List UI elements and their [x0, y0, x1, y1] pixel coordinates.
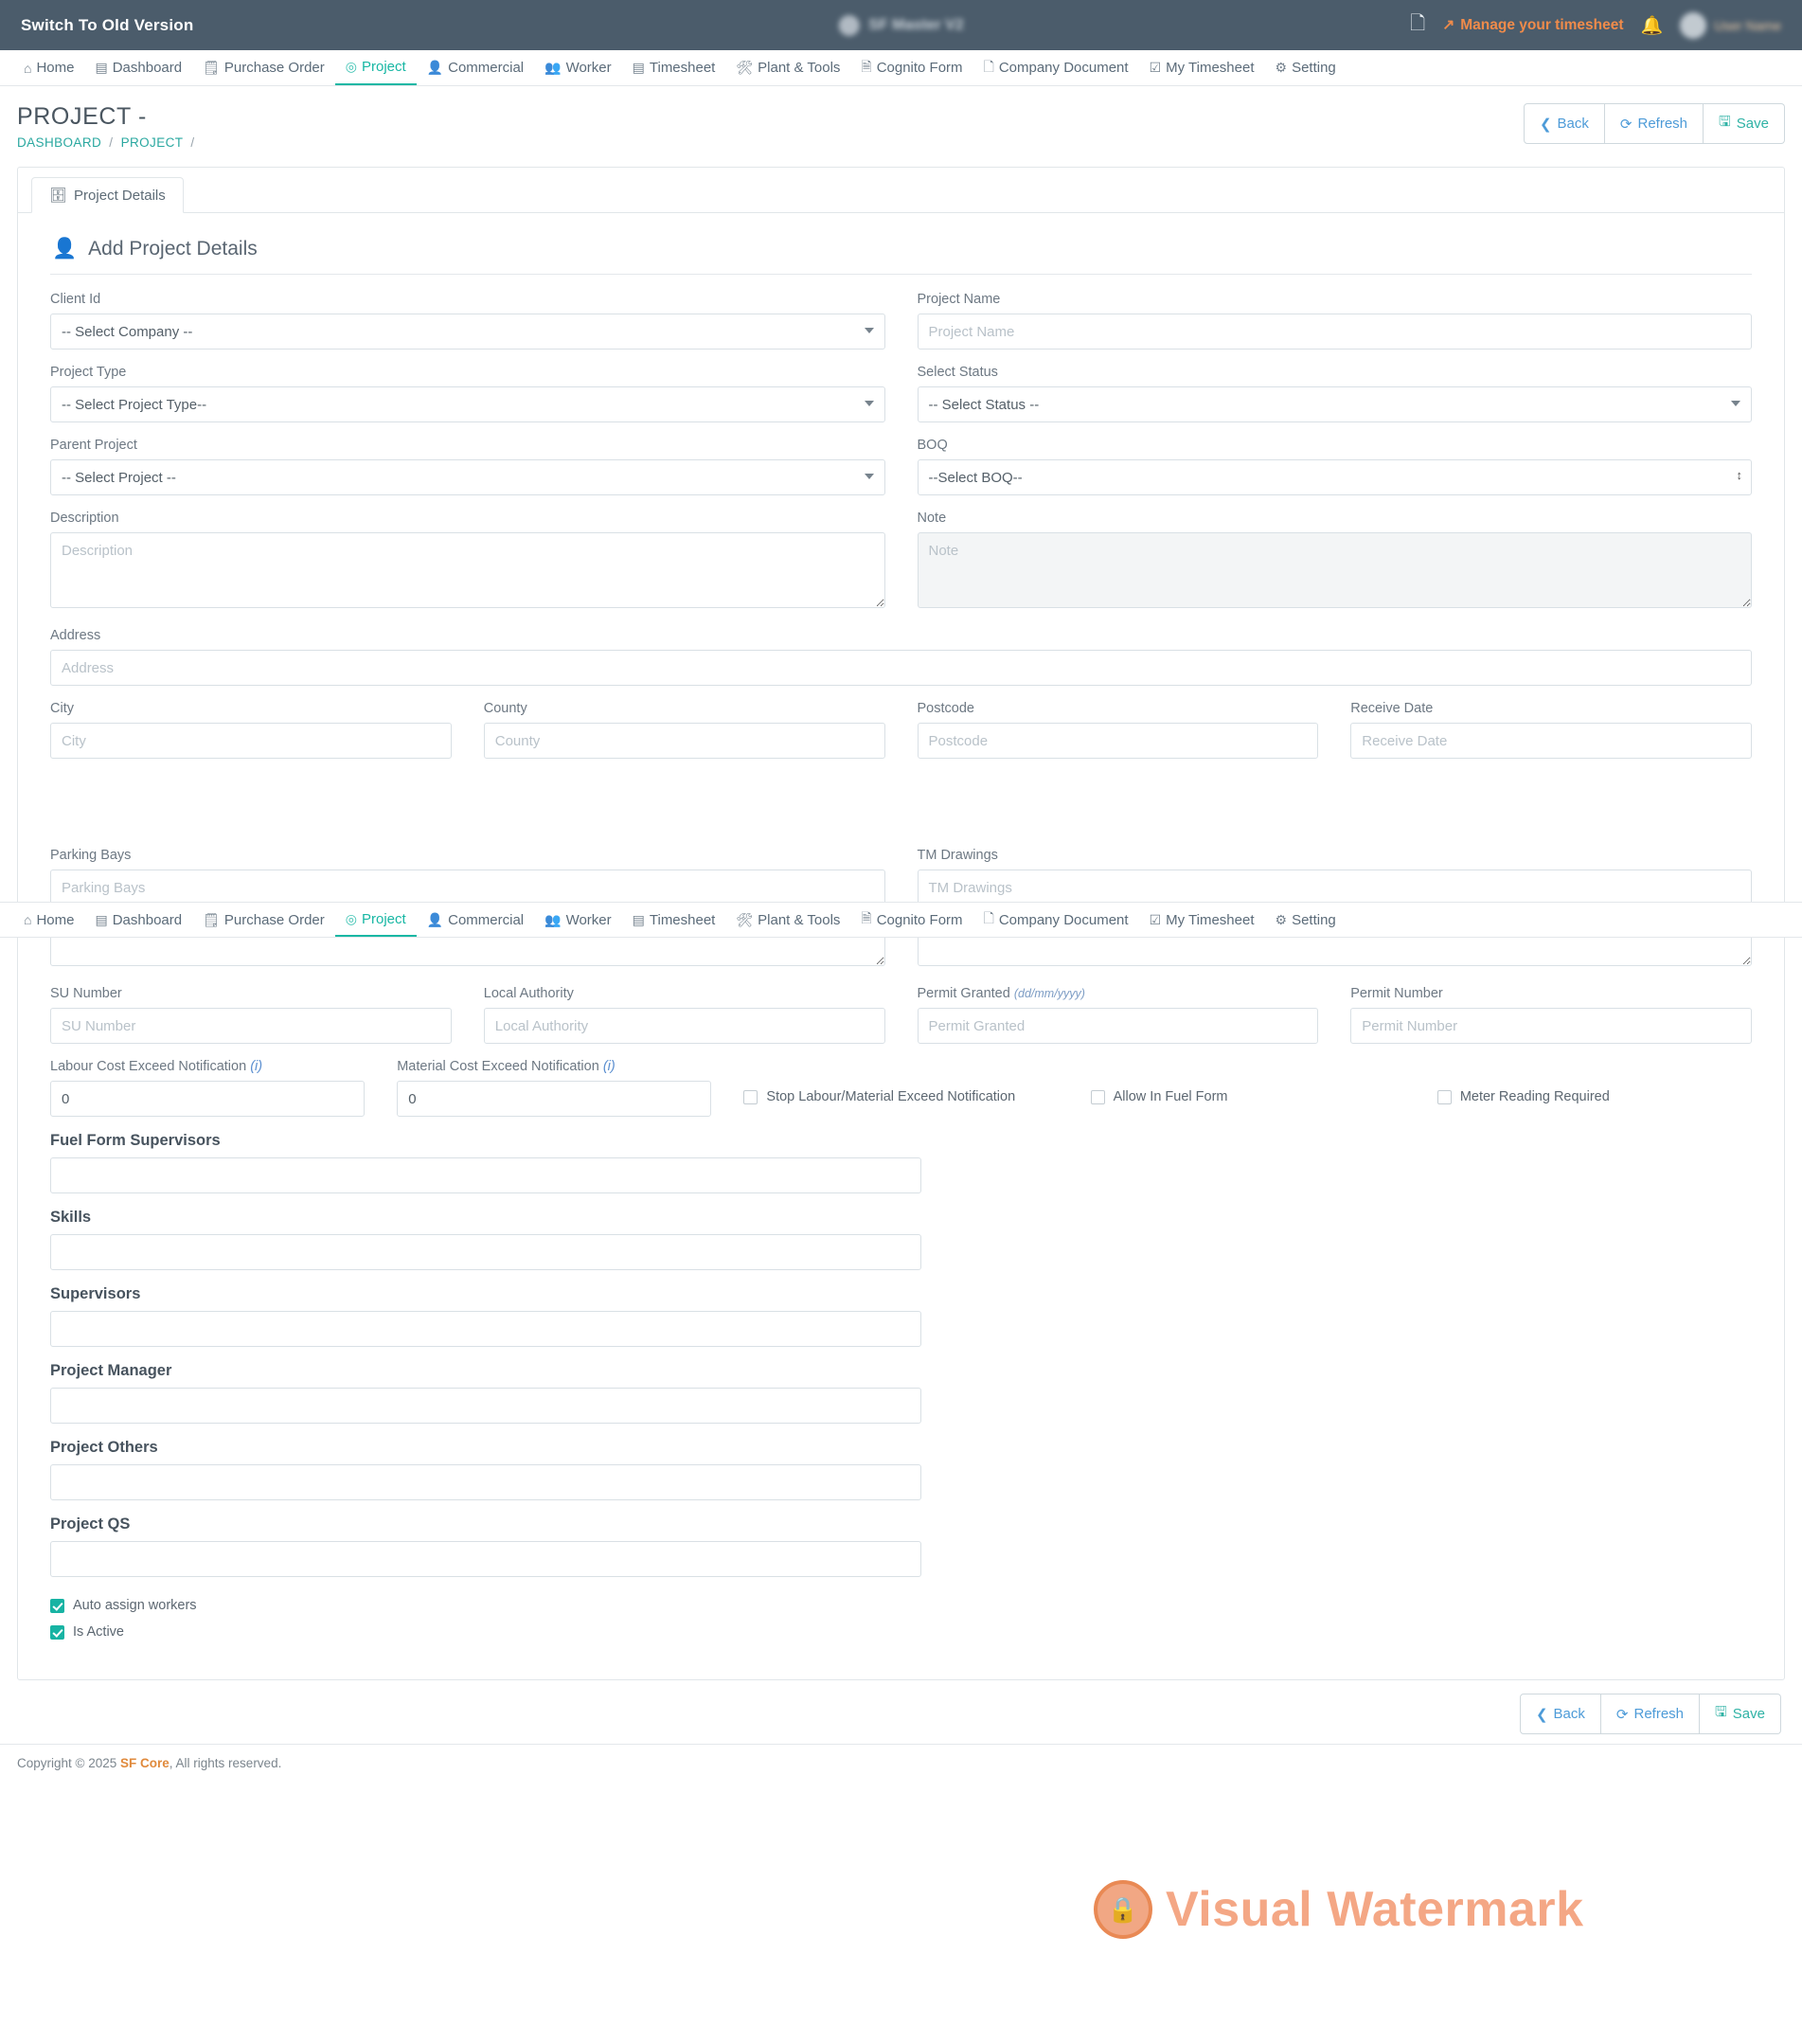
select-status-wrap: [918, 386, 1753, 422]
nav-label: Commercial: [448, 60, 525, 76]
checkbox-stop-exceed-wrap: [743, 1059, 1058, 1117]
project-qs-label: Project QS: [50, 1515, 131, 1533]
labour-cost-input[interactable]: [50, 1081, 365, 1117]
field-project-qs: [50, 1515, 1752, 1577]
refresh-label: Refresh: [1637, 116, 1688, 132]
nav-label: My Timesheet: [1166, 60, 1255, 76]
brand-link[interactable]: SF Core: [120, 1756, 169, 1770]
county-input[interactable]: [484, 723, 885, 759]
nav-label: Timesheet: [649, 911, 716, 928]
commercial-icon: 👤: [426, 60, 444, 75]
project-name-label: Project Name: [917, 292, 1001, 307]
field-project-type: [50, 365, 885, 422]
project-details-icon: 🗄: [49, 188, 68, 204]
field-client-id: [50, 292, 885, 350]
document-icon[interactable]: 🗋: [1410, 12, 1426, 34]
home-icon: ⌂: [24, 60, 32, 76]
notification-bell-icon[interactable]: 🔔: [1640, 15, 1664, 36]
copyright-pre: Copyright © 2025: [17, 1756, 121, 1770]
su-number-label: SU Number: [50, 986, 122, 1001]
save-icon: 🖫: [1719, 114, 1731, 130]
project-name-input[interactable]: [918, 314, 1753, 350]
checkbox-label: Stop Labour/Material Exceed Notification: [766, 1089, 1016, 1104]
top-bar-right: [1410, 9, 1781, 42]
my-timesheet-icon: ☑: [1149, 60, 1162, 75]
bottom-actions: [0, 1680, 1802, 1744]
field-permit-granted: [918, 986, 1319, 1044]
avatar: [1680, 12, 1706, 39]
nav-label: Company Document: [998, 60, 1129, 76]
note-textarea[interactable]: [918, 532, 1753, 608]
breadcrumb-dashboard[interactable]: DASHBOARD: [17, 135, 102, 150]
sticky-nav-item-my-timesheet[interactable]: [1139, 903, 1265, 937]
fuel-form-supervisors-label: Fuel Form Supervisors: [50, 1132, 221, 1149]
field-fuel-form-supervisors: [50, 1132, 1752, 1193]
user-icon: 👤: [52, 238, 78, 260]
field-project-name: [918, 292, 1753, 350]
nav-item-my-timesheet[interactable]: [1139, 50, 1265, 85]
nav-label: Purchase Order: [223, 911, 325, 928]
plant-tools-icon: 🛠: [736, 911, 754, 927]
nav-item-dashboard[interactable]: [84, 50, 192, 85]
city-input[interactable]: [50, 723, 452, 759]
external-link-icon: ↗: [1442, 17, 1455, 33]
back-button[interactable]: [1524, 103, 1605, 144]
watermark: [1094, 1880, 1584, 1939]
sticky-nav-item-home[interactable]: [13, 903, 84, 937]
checkbox-meter-reading-required[interactable]: [1437, 1089, 1752, 1104]
nav-label: Dashboard: [112, 60, 183, 76]
nav-item-home[interactable]: [13, 50, 84, 85]
save-label: Save: [1732, 1706, 1765, 1722]
refresh-label: Refresh: [1633, 1706, 1685, 1722]
parent-project-select-wrap: [50, 459, 885, 495]
commercial-icon: 👤: [426, 911, 444, 927]
parent-project-label: Parent Project: [50, 438, 137, 453]
sticky-nav-item-project[interactable]: [335, 903, 417, 937]
field-note: [918, 511, 1753, 613]
breadcrumb-separator: /: [190, 135, 195, 150]
nav-label: Timesheet: [649, 60, 716, 76]
parking-bays-label: Parking Bays: [50, 848, 132, 863]
county-label: County: [483, 701, 527, 716]
field-address: [50, 628, 1752, 686]
company-document-icon: 🗋: [983, 910, 994, 925]
form-row: [50, 292, 1752, 350]
checkbox-stop-exceed[interactable]: [743, 1089, 1058, 1104]
dashboard-icon: ▤: [95, 911, 108, 927]
nav-item-worker[interactable]: [534, 50, 622, 85]
nav-label: My Timesheet: [1166, 911, 1255, 928]
field-supervisors: [50, 1285, 1752, 1347]
client-id-select-wrap: [50, 314, 885, 350]
fuel-form-supervisors-input[interactable]: [50, 1157, 921, 1193]
back-label: Back: [1557, 116, 1589, 132]
nav-label: Purchase Order: [223, 60, 325, 76]
checkbox-label: Auto assign workers: [73, 1598, 197, 1613]
save-button[interactable]: [1704, 103, 1785, 144]
field-select-status: [918, 365, 1753, 422]
chevron-left-icon: ❮: [1539, 116, 1552, 133]
field-project-others: [50, 1439, 1752, 1500]
sticky-nav-item-company-document[interactable]: [973, 903, 1139, 937]
nav-item-timesheet[interactable]: [622, 50, 726, 85]
save-icon: 🖫: [1715, 1704, 1727, 1720]
nav-label: Company Document: [998, 911, 1129, 928]
cognito-form-icon: 🗎: [861, 910, 872, 925]
form-row: [50, 986, 1752, 1044]
back-label: Back: [1553, 1706, 1585, 1722]
nav-label: Cognito Form: [876, 911, 963, 928]
user-menu[interactable]: [1680, 12, 1781, 39]
checkbox-label: Meter Reading Required: [1459, 1089, 1610, 1104]
nav-label: Setting: [1292, 911, 1336, 928]
field-labour-cost: [50, 1059, 365, 1117]
sticky-nav-item-cognito-form[interactable]: [850, 903, 972, 937]
form-row: [50, 1059, 1752, 1117]
permit-granted-input[interactable]: [918, 1008, 1319, 1044]
spacer: [50, 1577, 1752, 1598]
my-timesheet-icon: ☑: [1149, 911, 1162, 927]
top-bar: [0, 0, 1802, 50]
checkbox-label: Is Active: [73, 1624, 124, 1640]
receive-date-input[interactable]: [1350, 723, 1752, 759]
nav-label: Worker: [565, 911, 612, 928]
nav-label: Commercial: [448, 911, 525, 928]
form-row: [50, 628, 1752, 686]
manage-timesheet-label: Manage your timesheet: [1460, 16, 1624, 33]
logo-text: SF Master V2: [868, 16, 964, 33]
checkbox-is-active[interactable]: [50, 1624, 1752, 1640]
checkbox-box[interactable]: [50, 1625, 64, 1640]
sticky-nav-item-timesheet[interactable]: [622, 903, 726, 937]
breadcrumb-project[interactable]: PROJECT: [120, 135, 184, 150]
field-su-number: [50, 986, 452, 1044]
nav-label: Project: [362, 59, 406, 75]
copyright-post: , All rights reserved.: [169, 1756, 282, 1770]
plant-tools-icon: 🛠: [736, 60, 754, 75]
nav-label: Dashboard: [112, 911, 183, 928]
nav-item-company-document[interactable]: [973, 50, 1139, 85]
postcode-input[interactable]: [918, 723, 1319, 759]
chevron-left-icon: ❮: [1535, 1706, 1548, 1723]
refresh-button[interactable]: [1605, 103, 1704, 144]
checkbox-box[interactable]: [743, 1090, 758, 1104]
project-type-select-wrap: [50, 386, 885, 422]
switch-to-old-version-link[interactable]: Switch To Old Version: [21, 15, 194, 34]
supervisors-input[interactable]: [50, 1311, 921, 1347]
material-cost-info-icon[interactable]: (i): [602, 1059, 616, 1074]
skills-input[interactable]: [50, 1234, 921, 1270]
permit-granted-text: Permit Granted: [917, 986, 1010, 1001]
receive-date-label: Receive Date: [1350, 701, 1434, 716]
permit-number-label: Permit Number: [1350, 986, 1443, 1001]
form-row: [50, 365, 1752, 422]
checkbox-box[interactable]: [1437, 1090, 1452, 1104]
sticky-nav-item-worker[interactable]: [534, 903, 622, 937]
description-textarea[interactable]: [50, 532, 885, 608]
home-icon: ⌂: [24, 912, 32, 927]
labour-cost-label: [50, 1059, 365, 1074]
nav-item-purchase-order[interactable]: [192, 50, 335, 85]
app-logo: [838, 15, 963, 36]
save-label: Save: [1736, 116, 1769, 132]
purchase-order-icon: 🗒: [203, 911, 220, 927]
field-project-manager: [50, 1362, 1752, 1424]
form-row: [50, 701, 1752, 759]
checkbox-label: Allow In Fuel Form: [1113, 1089, 1228, 1104]
material-cost-text: Material Cost Exceed Notification: [397, 1059, 599, 1074]
logo-mark: [838, 15, 859, 36]
boq-select[interactable]: [918, 459, 1753, 495]
nav-item-setting[interactable]: [1265, 50, 1347, 85]
labour-cost-info-icon[interactable]: (i): [250, 1059, 263, 1074]
field-county: [484, 701, 885, 759]
checkbox-meter-reading-wrap: [1437, 1059, 1752, 1117]
nav-label: Home: [36, 60, 75, 76]
nav-item-project[interactable]: [335, 50, 417, 85]
sticky-nav-item-purchase-order[interactable]: [192, 903, 335, 937]
form-row: [50, 438, 1752, 495]
sticky-nav-item-setting[interactable]: [1265, 903, 1347, 937]
labour-cost-text: Labour Cost Exceed Notification: [50, 1059, 247, 1074]
bottom-back-button[interactable]: [1520, 1694, 1601, 1734]
client-id-label: Client Id: [50, 292, 101, 307]
parent-project-select[interactable]: [50, 459, 885, 495]
page-header: [0, 86, 1802, 159]
cognito-form-icon: 🗎: [861, 58, 872, 74]
city-label: City: [50, 701, 74, 716]
watermark-text: Visual Watermark: [1166, 1882, 1584, 1937]
client-id-select[interactable]: [50, 314, 885, 350]
manage-timesheet-link[interactable]: [1442, 16, 1623, 34]
project-qs-input[interactable]: [50, 1541, 921, 1577]
refresh-icon: ⟳: [1615, 1706, 1629, 1723]
page-title: PROJECT -: [17, 103, 147, 130]
field-permit-number: [1350, 986, 1752, 1044]
status-select[interactable]: [918, 386, 1753, 422]
boq-select-wrap: [918, 459, 1753, 495]
checkbox-box[interactable]: [50, 1599, 64, 1613]
nav-label: Home: [36, 911, 75, 928]
sticky-nav-item-commercial[interactable]: [417, 903, 534, 937]
nav-item-commercial[interactable]: [417, 50, 534, 85]
timesheet-icon: ▤: [632, 60, 645, 75]
project-type-select[interactable]: [50, 386, 885, 422]
bottom-save-button[interactable]: [1700, 1694, 1781, 1734]
project-icon: ◎: [345, 910, 357, 926]
checkbox-box[interactable]: [1091, 1090, 1105, 1104]
checkbox-allow-fuel-form[interactable]: [1091, 1089, 1405, 1104]
permit-granted-hint: (dd/mm/yyyy): [1013, 987, 1085, 1000]
field-postcode: [918, 701, 1319, 759]
field-boq: [918, 438, 1753, 495]
worker-icon: 👥: [544, 60, 562, 75]
footer: [0, 1744, 1802, 1785]
timesheet-icon: ▤: [632, 911, 645, 927]
nav-label: Plant & Tools: [758, 911, 841, 928]
material-cost-label: [397, 1059, 711, 1074]
boq-label: BOQ: [917, 438, 948, 453]
skills-label: Skills: [50, 1209, 92, 1226]
tm-drawings-label: TM Drawings: [917, 848, 998, 863]
address-label: Address: [50, 628, 101, 643]
company-document-icon: 🗋: [983, 58, 994, 74]
sticky-nav-item-plant-tools[interactable]: [725, 903, 850, 937]
note-label: Note: [917, 511, 947, 526]
permit-number-input[interactable]: [1350, 1008, 1752, 1044]
local-authority-label: Local Authority: [483, 986, 574, 1001]
bottom-refresh-button[interactable]: [1601, 1694, 1700, 1734]
worker-icon: 👥: [544, 911, 562, 927]
nav-item-plant-tools[interactable]: [725, 50, 850, 85]
purchase-order-icon: 🗒: [203, 60, 220, 75]
field-skills: [50, 1209, 1752, 1270]
form-row: [50, 511, 1752, 613]
section-title: Add Project Details: [88, 238, 258, 260]
local-authority-input[interactable]: [484, 1008, 885, 1044]
address-input[interactable]: [50, 650, 1752, 686]
supervisors-label: Supervisors: [50, 1285, 141, 1302]
field-parent-project: [50, 438, 885, 495]
project-manager-input[interactable]: [50, 1388, 921, 1424]
section-divider: [50, 274, 1752, 275]
project-others-input[interactable]: [50, 1464, 921, 1500]
main-navigation: [0, 50, 1802, 86]
select-status-label: Select Status: [917, 365, 998, 380]
tab-project-details[interactable]: [31, 177, 184, 213]
nav-label: Worker: [565, 60, 612, 76]
refresh-icon: ⟳: [1619, 116, 1633, 133]
project-icon: ◎: [345, 59, 357, 74]
su-number-input[interactable]: [50, 1008, 452, 1044]
sticky-nav-item-dashboard[interactable]: [84, 903, 192, 937]
nav-label: Cognito Form: [876, 60, 963, 76]
watermark-lock-icon: 🔒: [1094, 1880, 1152, 1939]
permit-granted-label: [918, 986, 1319, 1001]
obscured-row-spacer: [50, 774, 1752, 848]
tab-label: Project Details: [74, 187, 166, 204]
project-others-label: Project Others: [50, 1439, 158, 1456]
card-tabs: [18, 168, 1784, 213]
checkbox-allow-fuel-wrap: [1091, 1059, 1405, 1117]
setting-icon: ⚙: [1275, 60, 1288, 75]
material-cost-input[interactable]: [397, 1081, 711, 1117]
nav-label: Plant & Tools: [758, 60, 841, 76]
description-label: Description: [50, 511, 119, 526]
nav-item-cognito-form[interactable]: [850, 50, 972, 85]
postcode-label: Postcode: [917, 701, 974, 716]
sticky-navigation: [0, 902, 1802, 938]
breadcrumb-separator: /: [109, 135, 114, 150]
section-header: [18, 213, 1784, 274]
project-form: [18, 292, 1784, 1640]
user-name: User Name: [1714, 17, 1781, 33]
bottom-button-group: [1520, 1694, 1781, 1734]
nav-label: Setting: [1292, 60, 1336, 76]
field-receive-date: [1350, 701, 1752, 759]
field-description: [50, 511, 885, 613]
dashboard-icon: ▤: [95, 60, 108, 75]
field-material-cost: [397, 1059, 711, 1117]
project-type-label: Project Type: [50, 365, 127, 380]
field-city: [50, 701, 452, 759]
page-actions: [1524, 103, 1785, 144]
setting-icon: ⚙: [1275, 911, 1288, 927]
field-local-authority: [484, 986, 885, 1044]
breadcrumb: [17, 135, 198, 150]
project-manager-label: Project Manager: [50, 1362, 172, 1379]
checkbox-auto-assign-workers[interactable]: [50, 1598, 1752, 1613]
nav-label: Project: [362, 910, 406, 927]
